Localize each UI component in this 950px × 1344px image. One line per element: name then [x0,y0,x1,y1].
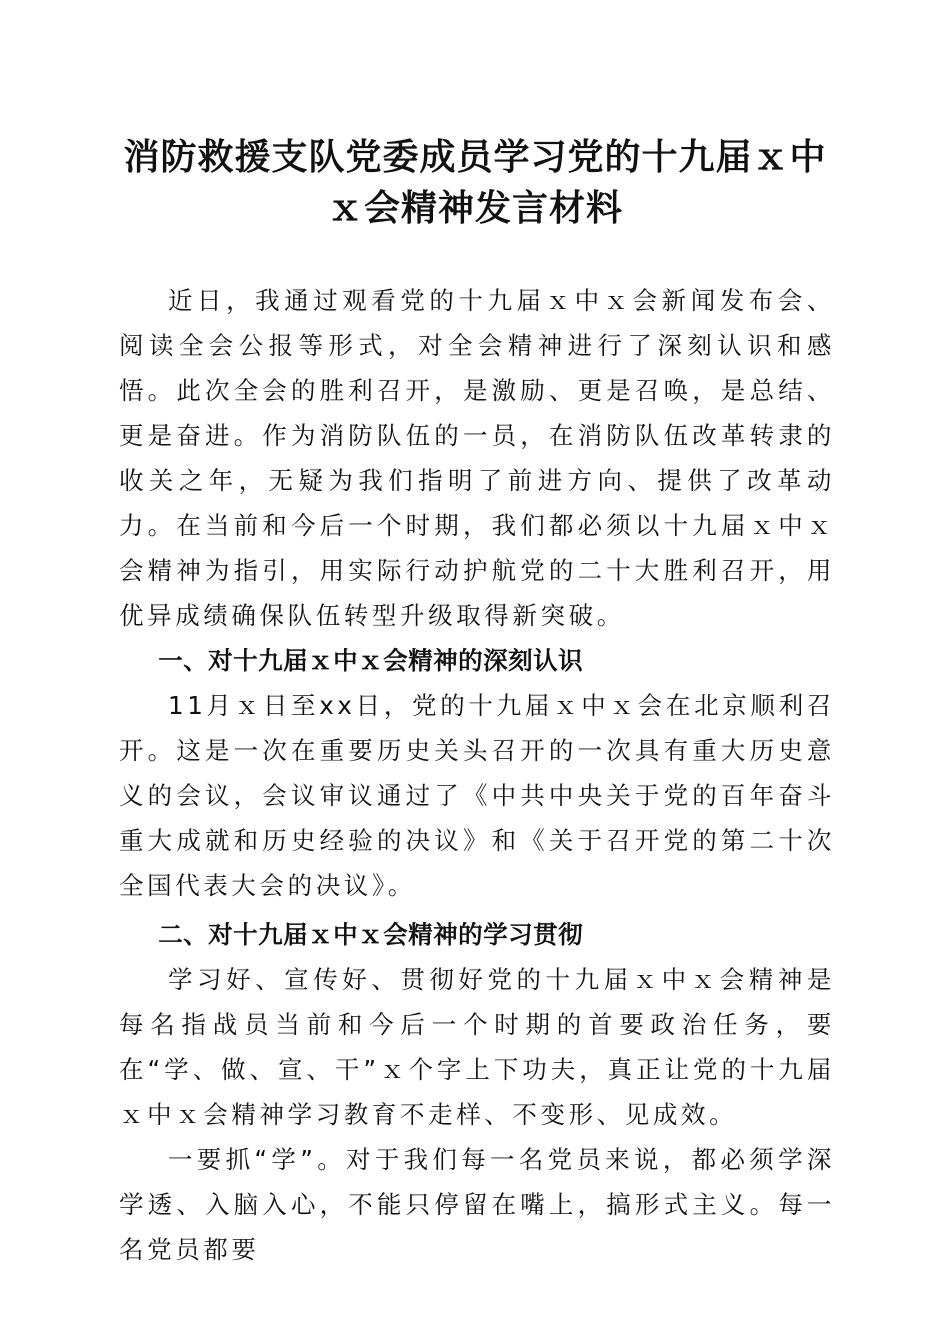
point-1-paragraph: 一要抓“学”。对于我们每一名党员来说，都必须学深学透、入脑入心，不能只停留在嘴上，搞形式主义。每一名党员都要 [119,1145,835,1264]
intro-paragraph: 近日，我通过观看党的十九届ｘ中ｘ会新闻发布会、阅读全会公报等形式，对全会精神进行了深刻认识和感悟。此次全会的胜利召开，是激励、更是召唤，是总结、更是奋进。作为消防队伍的一员，在消防队伍改革转隶的收关之年，无疑为我们指明了前进方向、提供了改革动力。在当前和今后一个时期，我们都必须以十九届ｘ中ｘ会精神为指引，用实际行动护航党的二十大胜利召开，用优异成绩确保队伍转型升级取得新突破。 [119,286,835,630]
section-2-heading: 二、对十九届ｘ中ｘ会精神的学习贯彻 [158,920,584,949]
section-2-paragraph: 学习好、宣传好、贯彻好党的十九届ｘ中ｘ会精神是每名指战员当前和今后一个时期的首要政治任务，要在“学、做、宣、干”ｘ个字上下功夫，真正让党的十九届ｘ中ｘ会精神学习教育不走样、不变形、见成效。 [119,965,835,1129]
document-title: 消防救援支队党委成员学习党的十九届ｘ中ｘ会精神发言材料 [123,136,827,229]
section-1-paragraph: 11月ｘ日至xx日，党的十九届ｘ中ｘ会在北京顺利召开。这是一次在重要历史关头召开的一次具有重大历史意义的会议，会议审议通过了《中共中央关于党的百年奋斗重大成就和历史经验的决议》和《关于召开党的第二十次全国代表大会的决议》。 [119,691,835,900]
section-1-heading: 一、对十九届ｘ中ｘ会精神的深刻认识 [158,646,584,675]
document-body [119,278,835,1272]
